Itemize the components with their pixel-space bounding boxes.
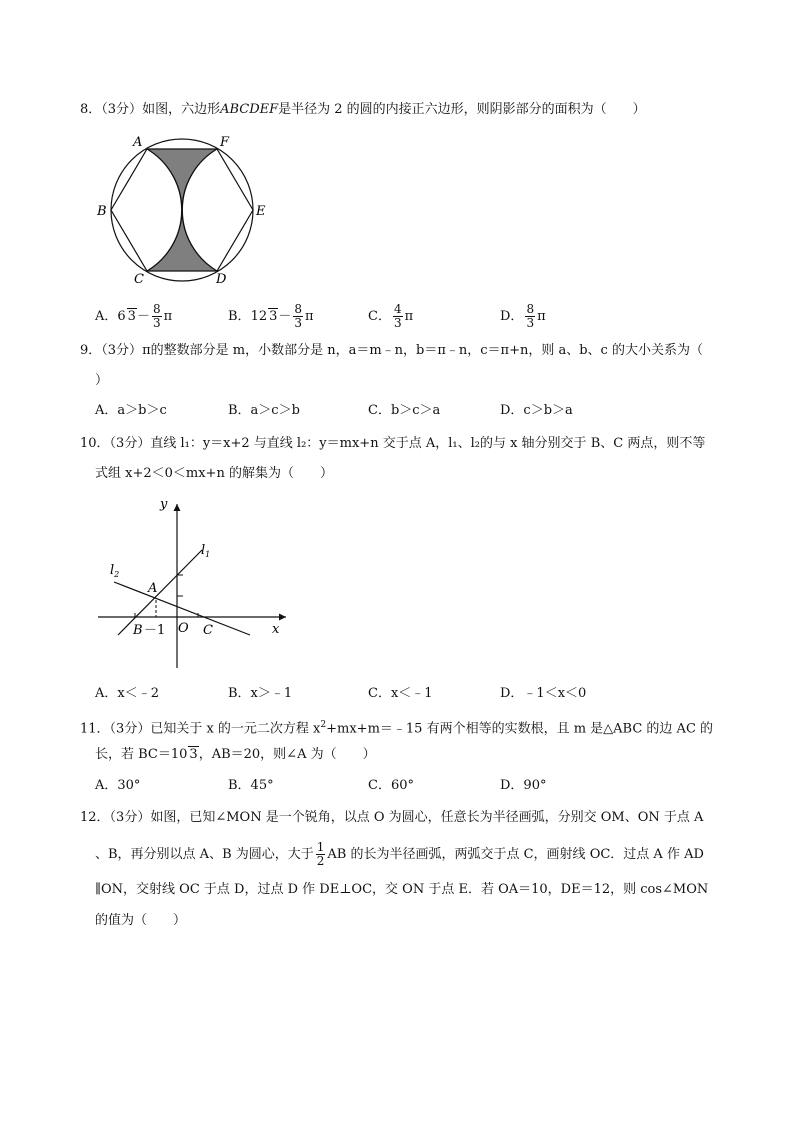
q8-option-c[interactable]: C． $\frac{4}{3}$ π (368, 302, 414, 330)
q10-stem-line1: 10．（3分）直线 l₁：y＝x+2 与直线 l₂：y＝mx+n 交于点 A，l₁、l₂的与 x 轴分别交于 B、C 两点，则不等 (80, 436, 706, 451)
q12-stem-line4: 的值为（ ） (95, 913, 187, 928)
q10-stem-line2: 式组 x+2＜0＜mx+n 的解集为（ ） (95, 466, 333, 481)
q8-label-c: C (134, 272, 144, 287)
q12-stem-line1: 12．（3分）如图，已知∠MON 是一个锐角，以点 O 为圆心，任意长为半径画弧，分别交 OM、ON 于点 A (80, 810, 704, 825)
q9-option-d[interactable]: D．c＞b＞a (500, 403, 573, 418)
q10-option-b[interactable]: B．x＞﹣1 (228, 686, 293, 701)
q8-label-a: A (133, 135, 143, 150)
q11-option-c[interactable]: C．60° (368, 778, 414, 793)
q11-stem-line2: 长，若 BC＝10 3，AB＝20，则∠A 为（ ） (95, 747, 376, 762)
q12-stem-line2: 、B，再分别以点 A、B 为圆心，大于 $\frac{1}{2}$ AB 的长为半径画弧，两弧交于点 C，画射线 OC．过点 A 作 AD (95, 840, 704, 868)
q9-stem-line1: 9．（3分）π的整数部分是 m，小数部分是 n，a＝m﹣n，b＝π﹣n，c＝π+n，则 a、b、c 的大小关系为（ (80, 343, 703, 358)
q8-label-b: B (97, 204, 107, 219)
q9-option-c[interactable]: C．b＞c＞a (368, 403, 441, 418)
q10-label-x: x (272, 622, 280, 637)
q11-option-b[interactable]: B．45° (228, 778, 274, 793)
q8-label-f: F (220, 135, 230, 150)
q11-option-d[interactable]: D．90° (500, 778, 547, 793)
q10-label-a: A (148, 581, 158, 596)
q10-label-b: B (133, 623, 143, 638)
q11-stem-line1: 11．（3分）已知关于 x 的一元二次方程 $x^2+mx+m=﹣15$ 有两个相等的实数根，且 m 是△ABC 的边 AC 的 (80, 720, 714, 737)
q10-option-d[interactable]: D．﹣1＜x＜0 (500, 686, 587, 701)
q8-option-a[interactable]: A．6 3－ $\frac{8}{3}$ π (95, 302, 173, 330)
q10-label-l2: $l_2$ (110, 563, 120, 579)
q9-option-a[interactable]: A．a＞b＞c (95, 403, 167, 418)
q10-label-c: C (203, 623, 213, 638)
q8-stem: 8．（3分）如图，六边形ABCDEF是半径为 2 的圆的内接正六边形，则阴影部分的面积为（ ） (80, 102, 646, 117)
q11-option-a[interactable]: A．30° (95, 778, 141, 793)
q10-label-y: y (160, 497, 168, 512)
q10-option-c[interactable]: C．x＜﹣1 (368, 686, 433, 701)
q8-label-e: E (256, 204, 266, 219)
q8-hexagon-figure (90, 128, 280, 288)
q10-graph-figure (90, 492, 300, 677)
q8-option-b[interactable]: B．12 3－ $\frac{8}{3}$ π (228, 302, 314, 330)
q12-stem-line3: ∥ON，交射线 OC 于点 D，过点 D 作 DE⊥OC，交 ON 于点 E．若 OA＝10，DE＝12，则 cos∠MON (95, 882, 709, 897)
q8-option-d[interactable]: D． $\frac{8}{3}$ π (500, 302, 546, 330)
q10-label-o: O (178, 621, 189, 636)
q9-option-b[interactable]: B．a＞c＞b (228, 403, 300, 418)
q10-label-minus1: －1 (144, 623, 166, 638)
q10-option-a[interactable]: A．x＜﹣2 (95, 686, 159, 701)
q8-label-d: D (216, 272, 227, 287)
q9-stem-line2: ） (95, 373, 109, 388)
q10-label-l1: $l_1$ (201, 543, 211, 559)
